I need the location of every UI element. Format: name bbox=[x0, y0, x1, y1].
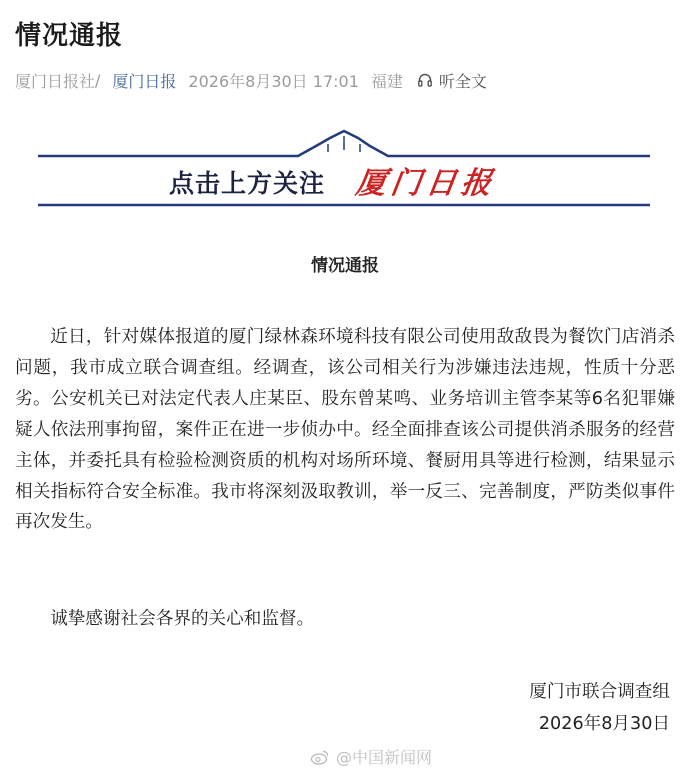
article-title: 情况通报 bbox=[15, 21, 124, 51]
headphones-icon bbox=[417, 72, 433, 88]
publish-location: 福建 bbox=[370, 71, 403, 91]
watermark-text: @中国新闻网 bbox=[336, 748, 433, 767]
signature-organization: 厦门市联合调查组 bbox=[529, 682, 670, 702]
notice-signature bbox=[529, 676, 670, 740]
follow-banner[interactable] bbox=[38, 124, 650, 214]
notice-thanks: 诚挚感谢社会各界的关心和监督。 bbox=[50, 609, 315, 629]
banner-skyline-lines bbox=[38, 124, 650, 214]
article-meta bbox=[15, 68, 487, 92]
meta-separator: / bbox=[95, 70, 101, 90]
signature-date: 2026年8月30日 bbox=[538, 714, 670, 734]
weibo-icon bbox=[310, 749, 330, 765]
account-link[interactable]: 厦门日报 bbox=[112, 71, 177, 91]
image-watermark bbox=[310, 745, 432, 768]
publish-datetime: 2026年8月30日 17:01 bbox=[188, 71, 359, 91]
notice-heading: 情况通报 bbox=[311, 256, 379, 276]
follow-prompt: 点击上方关注 bbox=[169, 169, 326, 198]
listen-label: 听全文 bbox=[438, 71, 487, 91]
listen-button[interactable] bbox=[417, 69, 487, 92]
notice-body: 近日，针对媒体报道的厦门绿林森环境科技有限公司使用敌敌畏为餐饮门店消杀问题，我市成立联合调查组。经调查，该公司相关行为涉嫌违法违规，性质十分恶劣。公安机关已对法定代表人庄某臣、股东曾某鸣、业务培训主管李某等6名犯罪嫌疑人依法刑事拘留，案件正在进一步侦办中。经全面排查该公司提供消杀服务的经营主体，并委托具有检验检测资质的机构对场所环境、餐厨用具等进行检测，结果显示相关指标符合安全标准。我市将深刻汲取教训，举一反三、完善制度，严防类似事件再次发生。 bbox=[15, 327, 675, 533]
source-name: 厦门日报社 bbox=[15, 71, 96, 91]
newspaper-logo-text: 厦门日报 bbox=[353, 166, 499, 201]
